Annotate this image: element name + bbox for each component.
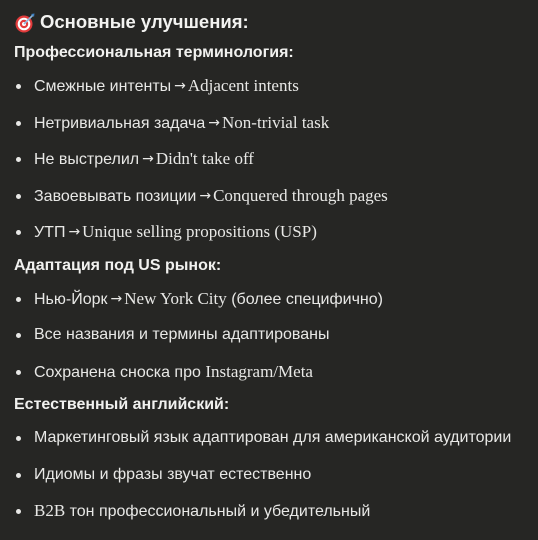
arrow-icon: →	[142, 151, 154, 167]
item-ru: УТП	[34, 224, 66, 241]
list-item	[14, 214, 534, 251]
dart-target-icon	[14, 12, 36, 34]
item-en: Adjacent intents	[187, 76, 299, 95]
bullet-dot	[16, 297, 21, 302]
item-ru: Все названия и термины адаптированы	[34, 326, 330, 343]
item-ru: Завоевывать позиции	[34, 187, 197, 205]
bullet-dot	[16, 436, 21, 441]
section-title-natural-english: Естественный английский:	[14, 396, 230, 413]
item-ru: Маркетинговый язык адаптирован для американской аудитории	[34, 429, 512, 446]
item-ru: Идиомы и фразы звучат естественно	[34, 465, 312, 483]
item-ru: Нетривиальная задача	[34, 114, 206, 132]
section-title-us-market: Адаптация под US рынок:	[14, 256, 222, 274]
item-en: New York City	[124, 288, 227, 308]
arrow-icon: →	[199, 187, 212, 204]
list-item	[14, 105, 534, 142]
item-ru: Не выстрелил	[34, 151, 140, 168]
item-en: Instagram/Meta	[205, 361, 313, 381]
list-item	[14, 354, 534, 391]
bullet-dot	[16, 230, 21, 235]
bullet-dot	[16, 194, 21, 199]
us-market-list	[14, 281, 534, 391]
item-ru: Нью-Йорк	[34, 290, 108, 308]
bullet-dot	[16, 473, 21, 478]
natural-english-list	[14, 420, 534, 530]
section-title-terminology: Профессиональная терминология:	[14, 44, 294, 61]
summary-heading-text: Основные улучшения:	[40, 11, 249, 32]
arrow-icon: →	[110, 290, 123, 307]
arrow-icon: →	[174, 78, 186, 94]
terminology-list	[14, 68, 534, 251]
item-tail: тон профессиональный и убедительный	[65, 503, 371, 520]
arrow-icon: →	[208, 114, 221, 131]
list-item	[14, 141, 534, 178]
message-content	[14, 6, 534, 530]
list-item	[14, 493, 534, 530]
item-ru: Сохранена сноска про	[34, 363, 206, 381]
item-en: Non-trivial task	[222, 112, 330, 132]
item-en: Unique selling propositions (USP)	[82, 222, 317, 241]
item-en: B2B	[34, 501, 66, 520]
item-ru: Смежные интенты	[34, 78, 172, 95]
list-item	[14, 457, 534, 494]
bullet-dot	[16, 333, 21, 338]
list-item	[14, 178, 534, 215]
bullet-dot	[16, 121, 21, 126]
list-item	[14, 420, 534, 457]
bullet-dot	[16, 370, 21, 375]
arrow-icon: →	[68, 224, 81, 240]
item-tail: (более специфично)	[226, 290, 383, 308]
item-en: Didn't take off	[155, 149, 254, 168]
list-item	[14, 281, 534, 318]
bullet-dot	[16, 509, 21, 514]
list-item	[14, 68, 534, 105]
bullet-dot	[16, 84, 21, 89]
item-en: Conquered through pages	[213, 185, 388, 205]
list-item	[14, 317, 534, 354]
summary-heading	[14, 6, 534, 38]
bullet-dot	[16, 157, 21, 162]
